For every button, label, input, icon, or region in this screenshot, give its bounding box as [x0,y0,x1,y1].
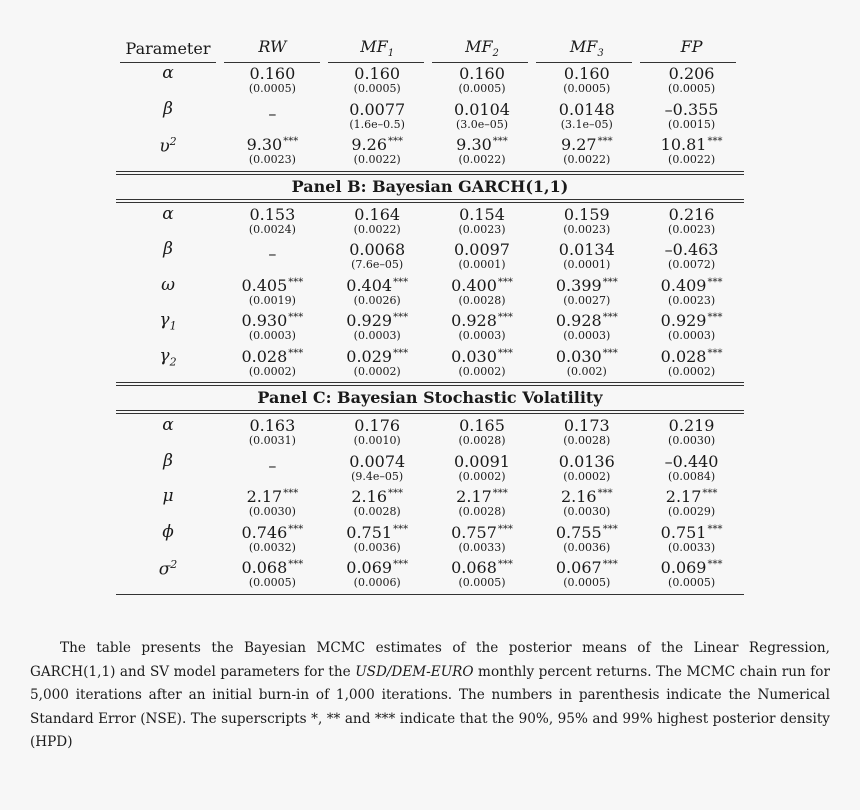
significance-stars: *** [602,523,618,535]
estimate-value: 0.751*** [660,522,723,542]
estimate-value: 0.030*** [555,346,618,366]
standard-error: (0.0022) [668,153,716,166]
parameter-header: Parameter [125,39,211,58]
estimate-value: 10.81*** [660,135,723,154]
estimate-value: 0.404*** [346,275,409,295]
estimate-value: 0.163 [249,416,296,435]
estimate-cell [534,414,639,446]
standard-error: (0.0003) [353,329,401,342]
parameter-symbol: β [163,239,173,259]
significance-stars: *** [288,559,304,570]
estimate-value: –0.355 [664,99,719,119]
estimate-value: 0.176 [354,416,401,435]
standard-error: (0.0003) [248,329,296,342]
significance-stars: *** [602,312,618,323]
estimate-value: 0.068*** [241,558,304,577]
significance-stars: *** [388,488,403,499]
estimate-cell [325,450,430,482]
standard-error: (0.0022) [353,222,401,236]
column-header: RW [258,36,287,56]
estimate-value: 2.17*** [456,487,508,506]
panel-b-title: Panel B: Bayesian GARCH(1,1) [291,176,569,196]
estimate-cell [220,309,325,341]
standard-error: (0.0027) [563,293,611,307]
significance-stars: *** [497,312,513,323]
estimate-cell [534,274,639,306]
standard-error: (0.0022) [353,153,401,166]
standard-error: (0.0030) [563,505,611,518]
standard-error: (7.6e–05) [351,258,404,271]
caption-emphasis: USD/DEM-EURO [355,663,474,680]
estimate-cell [430,62,535,94]
estimate-value: 0.154 [459,204,505,224]
standard-error: (0.0005) [248,82,296,95]
standard-error: (0.0005) [458,576,506,589]
significance-stars: *** [707,312,723,323]
estimate-cell [325,521,430,553]
significance-stars: *** [597,488,613,499]
estimate-cell [534,98,639,130]
estimate-value: 0.153 [249,204,296,224]
estimate-value: 0.0074 [349,451,406,471]
significance-stars: *** [497,523,513,535]
estimate-value: 0.929*** [346,311,409,330]
estimate-value: 0.164 [354,204,401,224]
estimate-value: 0.0134 [558,240,615,259]
significance-stars: *** [602,347,618,359]
standard-error: (0.0015) [668,117,716,131]
estimate-cell [220,62,325,94]
panel-c-title: Panel C: Bayesian Stochastic Volatility [257,388,603,407]
significance-stars: *** [497,559,513,570]
significance-stars: *** [288,523,304,535]
estimate-value: 0.068*** [451,558,513,577]
caption-text: The table presents the Bayesian MCMC estimates of the posterior means of the Linear Regression, GARCH(1,1) and SV model parameters for the [30,640,830,680]
estimate-value: 2.16*** [351,487,403,506]
estimate-cell [534,521,639,553]
estimate-cell [220,521,325,553]
significance-stars: *** [707,276,723,288]
standard-error: (0.0003) [668,329,716,342]
results-table [116,36,744,595]
estimate-cell [325,309,430,341]
estimate-cell [325,203,430,235]
estimate-value: 0.216 [668,204,715,224]
panel-b-body [116,203,744,381]
table-row [116,238,744,274]
estimate-cell [534,133,639,165]
estimate-value: 0.757*** [451,522,513,542]
estimate-value: 0.928*** [555,311,618,330]
estimate-value: 0.029*** [346,346,409,366]
standard-error: (3.0e–05) [455,117,509,131]
estimate-cell [639,485,744,517]
standard-error: (0.0002) [563,469,611,483]
estimate-cell [220,450,325,474]
estimate-value: 9.30*** [456,135,508,154]
parameter-symbol: $\gamma_1$ [159,310,177,333]
significance-stars: *** [702,488,718,499]
estimate-cell [430,274,535,306]
significance-stars: *** [492,488,508,499]
significance-stars: *** [497,276,513,288]
estimate-value: 0.928*** [451,311,513,330]
estimate-value: 0.028*** [241,346,304,366]
estimate-value: 0.0068 [349,240,406,259]
parameter-symbol: β [163,98,173,119]
parameter-symbol: α [162,203,174,224]
estimate-cell [220,98,325,122]
parameter-symbol: ω [161,274,175,295]
estimate-value: 2.16*** [560,487,613,506]
estimate-value: 0.069*** [660,558,723,577]
standard-error: (0.0006) [353,576,401,589]
table-row [116,309,744,345]
estimate-value: 0.160 [354,64,401,83]
panel-c-body [116,414,744,592]
estimate-value: 0.159 [563,204,610,224]
estimate-cell [325,238,430,270]
standard-error: (0.0028) [458,293,506,307]
estimate-value: 0.0148 [558,99,615,119]
estimate-cell [430,485,535,517]
table-row [116,133,744,169]
significance-stars: *** [283,136,299,147]
estimate-value: 0.069*** [346,558,409,577]
table-row [116,450,744,486]
table-row [116,274,744,310]
estimate-value: 9.26*** [351,135,403,154]
standard-error: (0.002) [566,364,607,378]
estimate-cell [430,309,535,341]
estimate-cell [220,345,325,377]
significance-stars: *** [393,347,409,359]
significance-stars: *** [288,312,304,323]
estimate-cell [325,274,430,306]
parameter-symbol: α [162,63,174,83]
estimate-value: 0.173 [563,416,610,435]
estimate-cell [430,556,535,588]
estimate-value: –0.440 [664,451,719,471]
estimate-cell [430,450,535,482]
estimate-value: – [268,103,277,123]
standard-error: (0.0002) [353,364,401,378]
column-header: $MF_3$ [569,36,604,60]
standard-error: (0.0023) [248,153,296,166]
estimate-value: 0.160 [563,64,610,83]
estimate-value: – [268,455,277,475]
significance-stars: *** [393,559,409,570]
estimate-cell [220,133,325,165]
estimate-value: 9.30*** [246,135,299,154]
standard-error: (0.0005) [668,576,716,589]
standard-error: (0.0002) [248,364,296,378]
caption-text: monthly percent returns. The MCMC chain run for 5,000 iterations after an initial burn-in of 1,000 iterations. The numbers in parenthesis indicate the Numerical Standard Error (NSE). The superscripts *, ** and *** indicate that the 90%, 95% and 99% highest posterior density (HPD) [30,663,830,750]
significance-stars: *** [393,276,409,288]
standard-error: (0.0031) [248,434,296,447]
estimate-value: 2.17*** [665,487,718,506]
parameter-symbol: $\gamma_2$ [159,345,177,368]
standard-error: (0.0002) [668,364,716,378]
standard-error: (0.0022) [563,153,611,166]
table-row [116,98,744,134]
estimate-cell [220,414,325,446]
significance-stars: *** [388,136,403,147]
standard-error: (0.0028) [563,434,611,447]
significance-stars: *** [602,559,618,570]
standard-error: (0.0002) [458,364,506,378]
estimate-value: 0.067*** [555,558,618,577]
estimate-value: 0.165 [459,416,505,435]
significance-stars: *** [597,136,613,147]
estimate-cell [639,62,744,94]
estimate-value: 2.17*** [246,487,299,506]
parameter-symbol: α [162,415,174,435]
estimate-cell [534,485,639,517]
estimate-value: 0.160 [249,64,296,83]
estimate-value: 0.746*** [241,522,304,542]
estimate-cell [639,521,744,553]
estimate-cell [639,238,744,270]
standard-error: (0.0072) [668,258,716,271]
standard-error: (0.0005) [248,576,296,589]
standard-error: (0.0005) [353,82,401,95]
estimate-cell [325,62,430,94]
parameter-symbol: μ [162,486,174,506]
estimate-cell [534,450,639,482]
panel-a-body [116,62,744,169]
estimate-cell [430,238,535,270]
significance-stars: *** [497,347,513,359]
standard-error: (0.0010) [353,434,401,447]
standard-error: (0.0001) [563,258,611,271]
estimate-cell [220,485,325,517]
estimate-value: 0.751*** [346,522,409,542]
estimate-cell [325,133,430,165]
estimate-cell [639,98,744,130]
estimate-value: – [268,244,277,263]
estimate-cell [220,238,325,262]
estimate-value: 0.206 [668,64,715,83]
estimate-cell [430,203,535,235]
estimate-value: 0.0091 [454,451,510,471]
significance-stars: *** [393,312,409,323]
standard-error: (0.0030) [668,434,716,447]
estimate-value: 0.929*** [660,311,723,330]
estimate-cell [534,62,639,94]
standard-error: (0.0028) [458,505,506,518]
significance-stars: *** [288,347,304,359]
standard-error: (0.0022) [458,153,506,166]
estimate-cell [534,238,639,270]
table-row [116,62,744,98]
standard-error: (0.0005) [563,82,611,95]
estimate-value: 0.0077 [349,99,406,119]
standard-error: (0.0003) [563,329,611,342]
standard-error: (0.0028) [458,434,506,447]
parameter-symbol: β [163,450,173,471]
column-header: $MF_1$ [360,36,395,60]
estimate-cell [325,345,430,377]
significance-stars: *** [288,276,304,288]
estimate-cell [325,98,430,130]
estimate-value: 0.219 [668,416,715,435]
standard-error: (0.0024) [248,222,296,236]
standard-error: (0.0005) [668,82,716,95]
estimate-value: –0.463 [664,240,719,259]
column-header: $MF_2$ [465,36,499,60]
significance-stars: *** [707,136,723,147]
estimate-cell [220,274,325,306]
standard-error: (0.0028) [353,505,401,518]
standard-error: (0.0032) [248,540,296,554]
standard-error: (0.0030) [248,505,296,518]
significance-stars: *** [393,523,409,535]
standard-error: (0.0033) [668,540,716,554]
estimate-cell [639,203,744,235]
standard-error: (0.0036) [563,540,611,554]
table-caption [30,637,830,755]
standard-error: (0.0023) [458,222,506,236]
estimate-value: 0.030*** [451,346,513,366]
standard-error: (0.0084) [668,469,716,483]
estimate-value: 0.0136 [558,451,615,471]
estimate-value: 0.0104 [454,99,510,119]
estimate-cell [325,556,430,588]
estimate-cell [430,521,535,553]
estimate-cell [639,414,744,446]
estimate-cell [534,556,639,588]
standard-error: (0.0026) [353,293,401,307]
significance-stars: *** [602,276,618,288]
estimate-value: 0.405*** [241,275,304,295]
standard-error: (0.0023) [668,293,716,307]
estimate-value: 0.409*** [660,275,723,295]
significance-stars: *** [707,347,723,359]
bottom-rule [116,594,744,595]
standard-error: (0.0001) [458,258,506,271]
estimate-value: 0.930*** [241,311,304,330]
estimate-value: 0.755*** [555,522,618,542]
estimate-cell [325,485,430,517]
estimate-cell [220,203,325,235]
estimate-value: 0.400*** [451,275,513,295]
estimate-cell [325,414,430,446]
estimate-cell [639,309,744,341]
table-header [116,36,744,62]
estimate-cell [639,556,744,588]
estimate-cell [430,98,535,130]
estimate-cell [534,345,639,377]
estimate-value: 0.0097 [454,240,510,259]
estimate-cell [639,133,744,165]
standard-error: (1.6e–0.5) [349,117,405,131]
standard-error: (0.0033) [458,540,506,554]
estimate-value: 9.27*** [560,135,613,154]
standard-error: (0.0002) [458,469,506,483]
standard-error: (0.0003) [458,329,506,342]
standard-error: (9.4e–05) [351,469,404,483]
estimate-cell [639,345,744,377]
standard-error: (0.0005) [458,82,506,95]
standard-error: (0.0029) [668,505,716,518]
standard-error: (0.0023) [668,222,716,236]
estimate-cell [220,556,325,588]
estimate-value: 0.160 [459,64,505,83]
estimate-cell [534,309,639,341]
significance-stars: *** [707,523,723,535]
standard-error: (0.0005) [563,576,611,589]
estimate-value: 0.399*** [555,275,618,295]
estimate-cell [430,133,535,165]
estimate-cell [639,274,744,306]
significance-stars: *** [283,488,299,499]
estimate-cell [639,450,744,482]
standard-error: (0.0023) [563,222,611,236]
estimate-cell [534,203,639,235]
table-row [116,414,744,450]
table-row [116,556,744,592]
parameter-symbol: ϕ [162,521,174,542]
standard-error: (3.1e–05) [560,117,613,131]
estimate-cell [430,345,535,377]
table-row [116,485,744,521]
table-row [116,203,744,239]
column-header: FP [680,36,703,56]
estimate-value: 0.028*** [660,346,723,366]
standard-error: (0.0036) [353,540,401,554]
table-row [116,345,744,381]
significance-stars: *** [492,136,508,147]
estimate-cell [430,414,535,446]
standard-error: (0.0019) [248,293,296,307]
parameter-symbol: $\upsilon^2$ [159,135,177,157]
significance-stars: *** [707,559,723,570]
table-row [116,521,744,557]
parameter-symbol: $\sigma^2$ [158,558,178,580]
